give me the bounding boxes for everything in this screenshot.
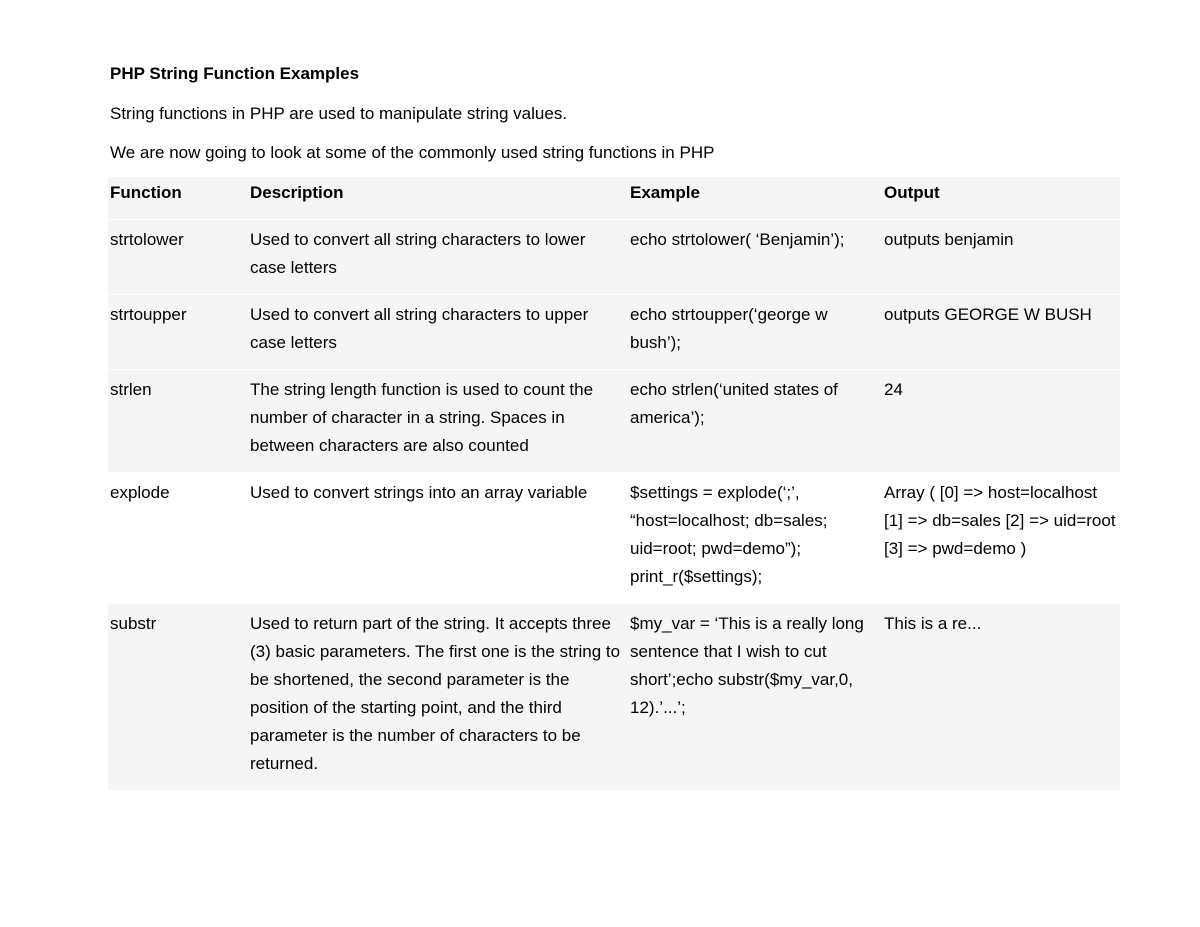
cell-output: This is a re... xyxy=(884,614,982,633)
table-row xyxy=(108,220,1120,295)
cell-function: explode xyxy=(110,483,170,502)
cell-description: Used to convert all string characters to lower case letters xyxy=(250,230,586,277)
cell-example: $settings = explode(‘;’, “host=localhost; db=sales; uid=root; pwd=demo”); print_r($settings); xyxy=(630,483,828,586)
header-output: Output xyxy=(884,183,940,202)
cell-output: Array ( [0] => host=localhost [1] => db=sales [2] => uid=root [3] => pwd=demo ) xyxy=(884,483,1116,558)
cell-example: $my_var = ‘This is a really long sentence that I wish to cut short’;echo substr($my_var,0, 12).’...’; xyxy=(630,614,864,717)
cell-example: echo strtoupper(‘george w bush’); xyxy=(630,305,828,352)
cell-function: substr xyxy=(110,614,157,633)
cell-example: echo strlen(‘united states of america’); xyxy=(630,380,838,427)
header-function: Function xyxy=(110,183,182,202)
table-row xyxy=(108,370,1120,473)
cell-description: Used to convert strings into an array variable xyxy=(250,483,588,502)
table-row xyxy=(108,604,1120,791)
table-header-row xyxy=(108,177,1120,220)
document-title: PHP String Function Examples xyxy=(110,64,360,83)
cell-function: strtolower xyxy=(110,230,184,249)
header-example: Example xyxy=(630,183,700,202)
cell-output: outputs benjamin xyxy=(884,230,1014,249)
cell-description: The string length function is used to count the number of character in a string. Spaces in between characters are also counted xyxy=(250,380,594,455)
lead-paragraph: We are now going to look at some of the commonly used string functions in PHP xyxy=(110,143,715,162)
cell-function: strlen xyxy=(110,380,152,399)
cell-output: 24 xyxy=(884,380,903,399)
document-page xyxy=(108,62,1120,791)
table-row xyxy=(108,295,1120,370)
cell-example: echo strtolower( ‘Benjamin’); xyxy=(630,230,845,249)
intro-paragraph: String functions in PHP are used to manipulate string values. xyxy=(110,104,568,123)
cell-description: Used to return part of the string. It accepts three (3) basic parameters. The first one is the string to be shortened, the second parameter is the position of the starting point, and the third parameter is the number of characters to be returned. xyxy=(250,614,621,773)
cell-function: strtoupper xyxy=(110,305,187,324)
string-functions-table xyxy=(108,177,1120,791)
cell-output: outputs GEORGE W BUSH xyxy=(884,305,1092,324)
header-description: Description xyxy=(250,183,344,202)
cell-description: Used to convert all string characters to upper case letters xyxy=(250,305,589,352)
table-row xyxy=(108,473,1120,604)
